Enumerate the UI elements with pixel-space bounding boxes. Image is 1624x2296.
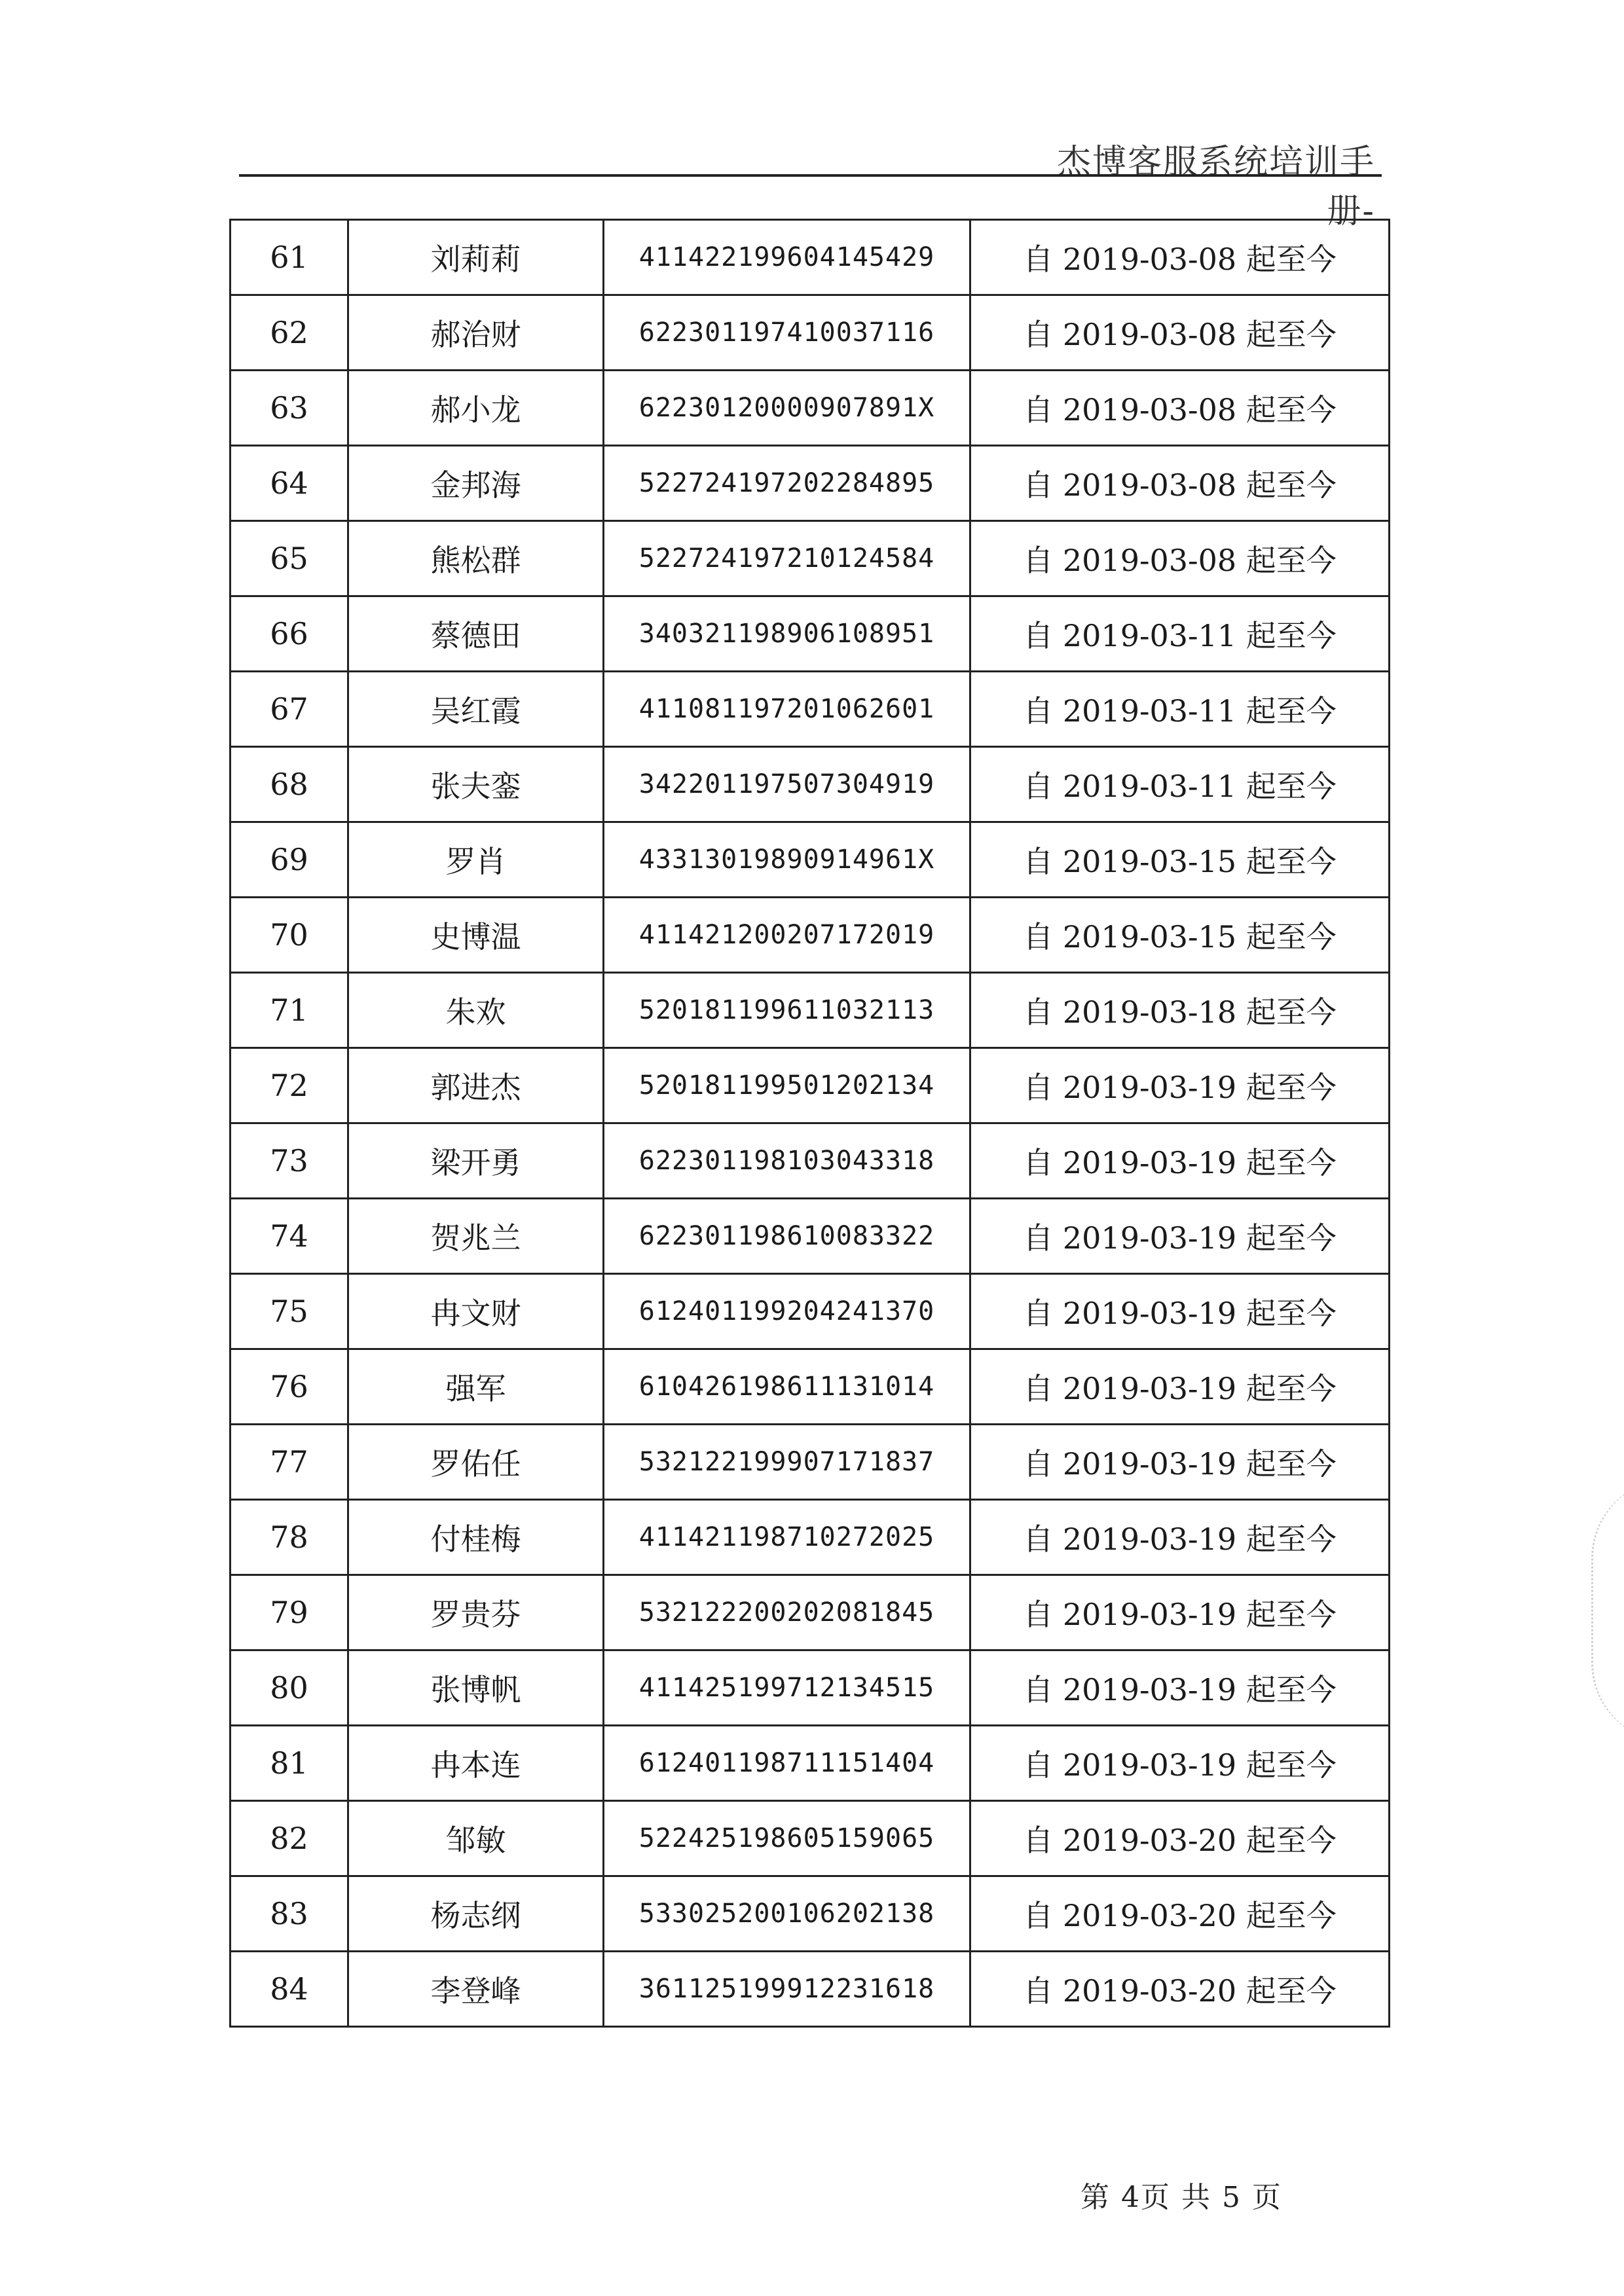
seal-arc <box>1591 1480 1624 1741</box>
name-cell: 张夫銮 <box>348 747 604 822</box>
table-row <box>231 1199 1390 1274</box>
employment-period-cell: 自 2019-03-15 起至今 <box>970 898 1390 973</box>
name-cell: 熊松群 <box>348 521 604 596</box>
row-number-cell: 63 <box>231 371 348 446</box>
table-row <box>231 1650 1390 1726</box>
row-number-cell: 81 <box>231 1726 348 1801</box>
row-number-cell: 71 <box>231 973 348 1048</box>
row-number-cell: 82 <box>231 1801 348 1876</box>
table-row <box>231 1500 1390 1575</box>
name-cell: 罗肖 <box>348 822 604 898</box>
table-row <box>231 1726 1390 1801</box>
row-number-cell: 69 <box>231 822 348 898</box>
name-cell: 郝小龙 <box>348 371 604 446</box>
employment-period-cell: 自 2019-03-20 起至今 <box>970 1876 1390 1952</box>
name-cell: 贺兆兰 <box>348 1199 604 1274</box>
id-number-cell: 622301197410037116 <box>604 295 970 371</box>
row-number-cell: 64 <box>231 446 348 521</box>
name-cell: 冉文财 <box>348 1274 604 1349</box>
table-row <box>231 220 1390 295</box>
employment-period-cell: 自 2019-03-08 起至今 <box>970 295 1390 371</box>
table-row <box>231 596 1390 672</box>
id-number-cell: 62230120000907891X <box>604 371 970 446</box>
id-number-cell: 411425199712134515 <box>604 1650 970 1726</box>
name-cell: 罗贵芬 <box>348 1575 604 1650</box>
employee-table-container <box>229 219 1388 2028</box>
id-number-cell: 411422199604145429 <box>604 220 970 295</box>
employment-period-cell: 自 2019-03-19 起至今 <box>970 1575 1390 1650</box>
table-row <box>231 371 1390 446</box>
employment-period-cell: 自 2019-03-15 起至今 <box>970 822 1390 898</box>
table-row <box>231 521 1390 596</box>
page-header-title: 杰博客服系统培训手册- <box>1056 143 1375 231</box>
id-number-cell: 361125199912231618 <box>604 1952 970 2027</box>
row-number-cell: 84 <box>231 1952 348 2027</box>
table-row <box>231 1123 1390 1199</box>
table-row <box>231 1876 1390 1952</box>
table-row <box>231 1801 1390 1876</box>
table-row <box>231 295 1390 371</box>
employment-period-cell: 自 2019-03-08 起至今 <box>970 371 1390 446</box>
name-cell: 张博帆 <box>348 1650 604 1726</box>
row-number-cell: 76 <box>231 1349 348 1425</box>
name-cell: 杨志纲 <box>348 1876 604 1952</box>
id-number-cell: 533025200106202138 <box>604 1876 970 1952</box>
id-number-cell: 342201197507304919 <box>604 747 970 822</box>
table-row <box>231 1274 1390 1349</box>
row-number-cell: 72 <box>231 1048 348 1123</box>
id-number-cell: 622301198103043318 <box>604 1123 970 1199</box>
name-cell: 郭进杰 <box>348 1048 604 1123</box>
employment-period-cell: 自 2019-03-19 起至今 <box>970 1123 1390 1199</box>
employment-period-cell: 自 2019-03-08 起至今 <box>970 521 1390 596</box>
row-number-cell: 80 <box>231 1650 348 1726</box>
table-row <box>231 1952 1390 2027</box>
row-number-cell: 78 <box>231 1500 348 1575</box>
employment-period-cell: 自 2019-03-18 起至今 <box>970 973 1390 1048</box>
name-cell: 付桂梅 <box>348 1500 604 1575</box>
name-cell: 梁开勇 <box>348 1123 604 1199</box>
name-cell: 刘莉莉 <box>348 220 604 295</box>
header-rule <box>239 174 1382 177</box>
name-cell: 郝治财 <box>348 295 604 371</box>
table-row <box>231 446 1390 521</box>
name-cell: 蔡德田 <box>348 596 604 672</box>
employee-table <box>229 219 1390 2028</box>
employment-period-cell: 自 2019-03-19 起至今 <box>970 1274 1390 1349</box>
id-number-cell: 520181199611032113 <box>604 973 970 1048</box>
employment-period-cell: 自 2019-03-19 起至今 <box>970 1726 1390 1801</box>
page-footer: 第 4页 共 5 页 <box>1080 2181 1282 2214</box>
employment-period-cell: 自 2019-03-20 起至今 <box>970 1952 1390 2027</box>
id-number-cell: 610426198611131014 <box>604 1349 970 1425</box>
id-number-cell: 411421200207172019 <box>604 898 970 973</box>
employment-period-cell: 自 2019-03-08 起至今 <box>970 220 1390 295</box>
table-row <box>231 898 1390 973</box>
employment-period-cell: 自 2019-03-19 起至今 <box>970 1500 1390 1575</box>
employee-table-body <box>231 220 1390 2027</box>
name-cell: 李登峰 <box>348 1952 604 2027</box>
employment-period-cell: 自 2019-03-19 起至今 <box>970 1048 1390 1123</box>
employment-period-cell: 自 2019-03-20 起至今 <box>970 1801 1390 1876</box>
table-row <box>231 822 1390 898</box>
table-row <box>231 973 1390 1048</box>
employment-period-cell: 自 2019-03-11 起至今 <box>970 747 1390 822</box>
table-row <box>231 1349 1390 1425</box>
row-number-cell: 67 <box>231 672 348 747</box>
id-number-cell: 522724197202284895 <box>604 446 970 521</box>
row-number-cell: 65 <box>231 521 348 596</box>
row-number-cell: 61 <box>231 220 348 295</box>
table-row <box>231 672 1390 747</box>
employment-period-cell: 自 2019-03-19 起至今 <box>970 1349 1390 1425</box>
id-number-cell: 522724197210124584 <box>604 521 970 596</box>
name-cell: 金邦海 <box>348 446 604 521</box>
id-number-cell: 612401199204241370 <box>604 1274 970 1349</box>
id-number-cell: 522425198605159065 <box>604 1801 970 1876</box>
employment-period-cell: 自 2019-03-11 起至今 <box>970 596 1390 672</box>
id-number-cell: 520181199501202134 <box>604 1048 970 1123</box>
name-cell: 史博温 <box>348 898 604 973</box>
table-row <box>231 1575 1390 1650</box>
id-number-cell: 43313019890914961X <box>604 822 970 898</box>
row-number-cell: 83 <box>231 1876 348 1952</box>
employment-period-cell: 自 2019-03-08 起至今 <box>970 446 1390 521</box>
id-number-cell: 622301198610083322 <box>604 1199 970 1274</box>
employment-period-cell: 自 2019-03-19 起至今 <box>970 1199 1390 1274</box>
id-number-cell: 340321198906108951 <box>604 596 970 672</box>
name-cell: 吴红霞 <box>348 672 604 747</box>
row-number-cell: 74 <box>231 1199 348 1274</box>
row-number-cell: 77 <box>231 1425 348 1500</box>
row-number-cell: 73 <box>231 1123 348 1199</box>
employment-period-cell: 自 2019-03-19 起至今 <box>970 1650 1390 1726</box>
row-number-cell: 62 <box>231 295 348 371</box>
seal-stamp-fragment <box>1585 1440 1624 1781</box>
id-number-cell: 411081197201062601 <box>604 672 970 747</box>
row-number-cell: 68 <box>231 747 348 822</box>
table-row <box>231 1425 1390 1500</box>
name-cell: 邹敏 <box>348 1801 604 1876</box>
row-number-cell: 79 <box>231 1575 348 1650</box>
id-number-cell: 532122199907171837 <box>604 1425 970 1500</box>
table-row <box>231 1048 1390 1123</box>
table-row <box>231 747 1390 822</box>
employment-period-cell: 自 2019-03-11 起至今 <box>970 672 1390 747</box>
id-number-cell: 612401198711151404 <box>604 1726 970 1801</box>
id-number-cell: 532122200202081845 <box>604 1575 970 1650</box>
name-cell: 朱欢 <box>348 973 604 1048</box>
id-number-cell: 411421198710272025 <box>604 1500 970 1575</box>
row-number-cell: 66 <box>231 596 348 672</box>
name-cell: 罗佑任 <box>348 1425 604 1500</box>
name-cell: 冉本连 <box>348 1726 604 1801</box>
row-number-cell: 70 <box>231 898 348 973</box>
row-number-cell: 75 <box>231 1274 348 1349</box>
employment-period-cell: 自 2019-03-19 起至今 <box>970 1425 1390 1500</box>
name-cell: 强军 <box>348 1349 604 1425</box>
